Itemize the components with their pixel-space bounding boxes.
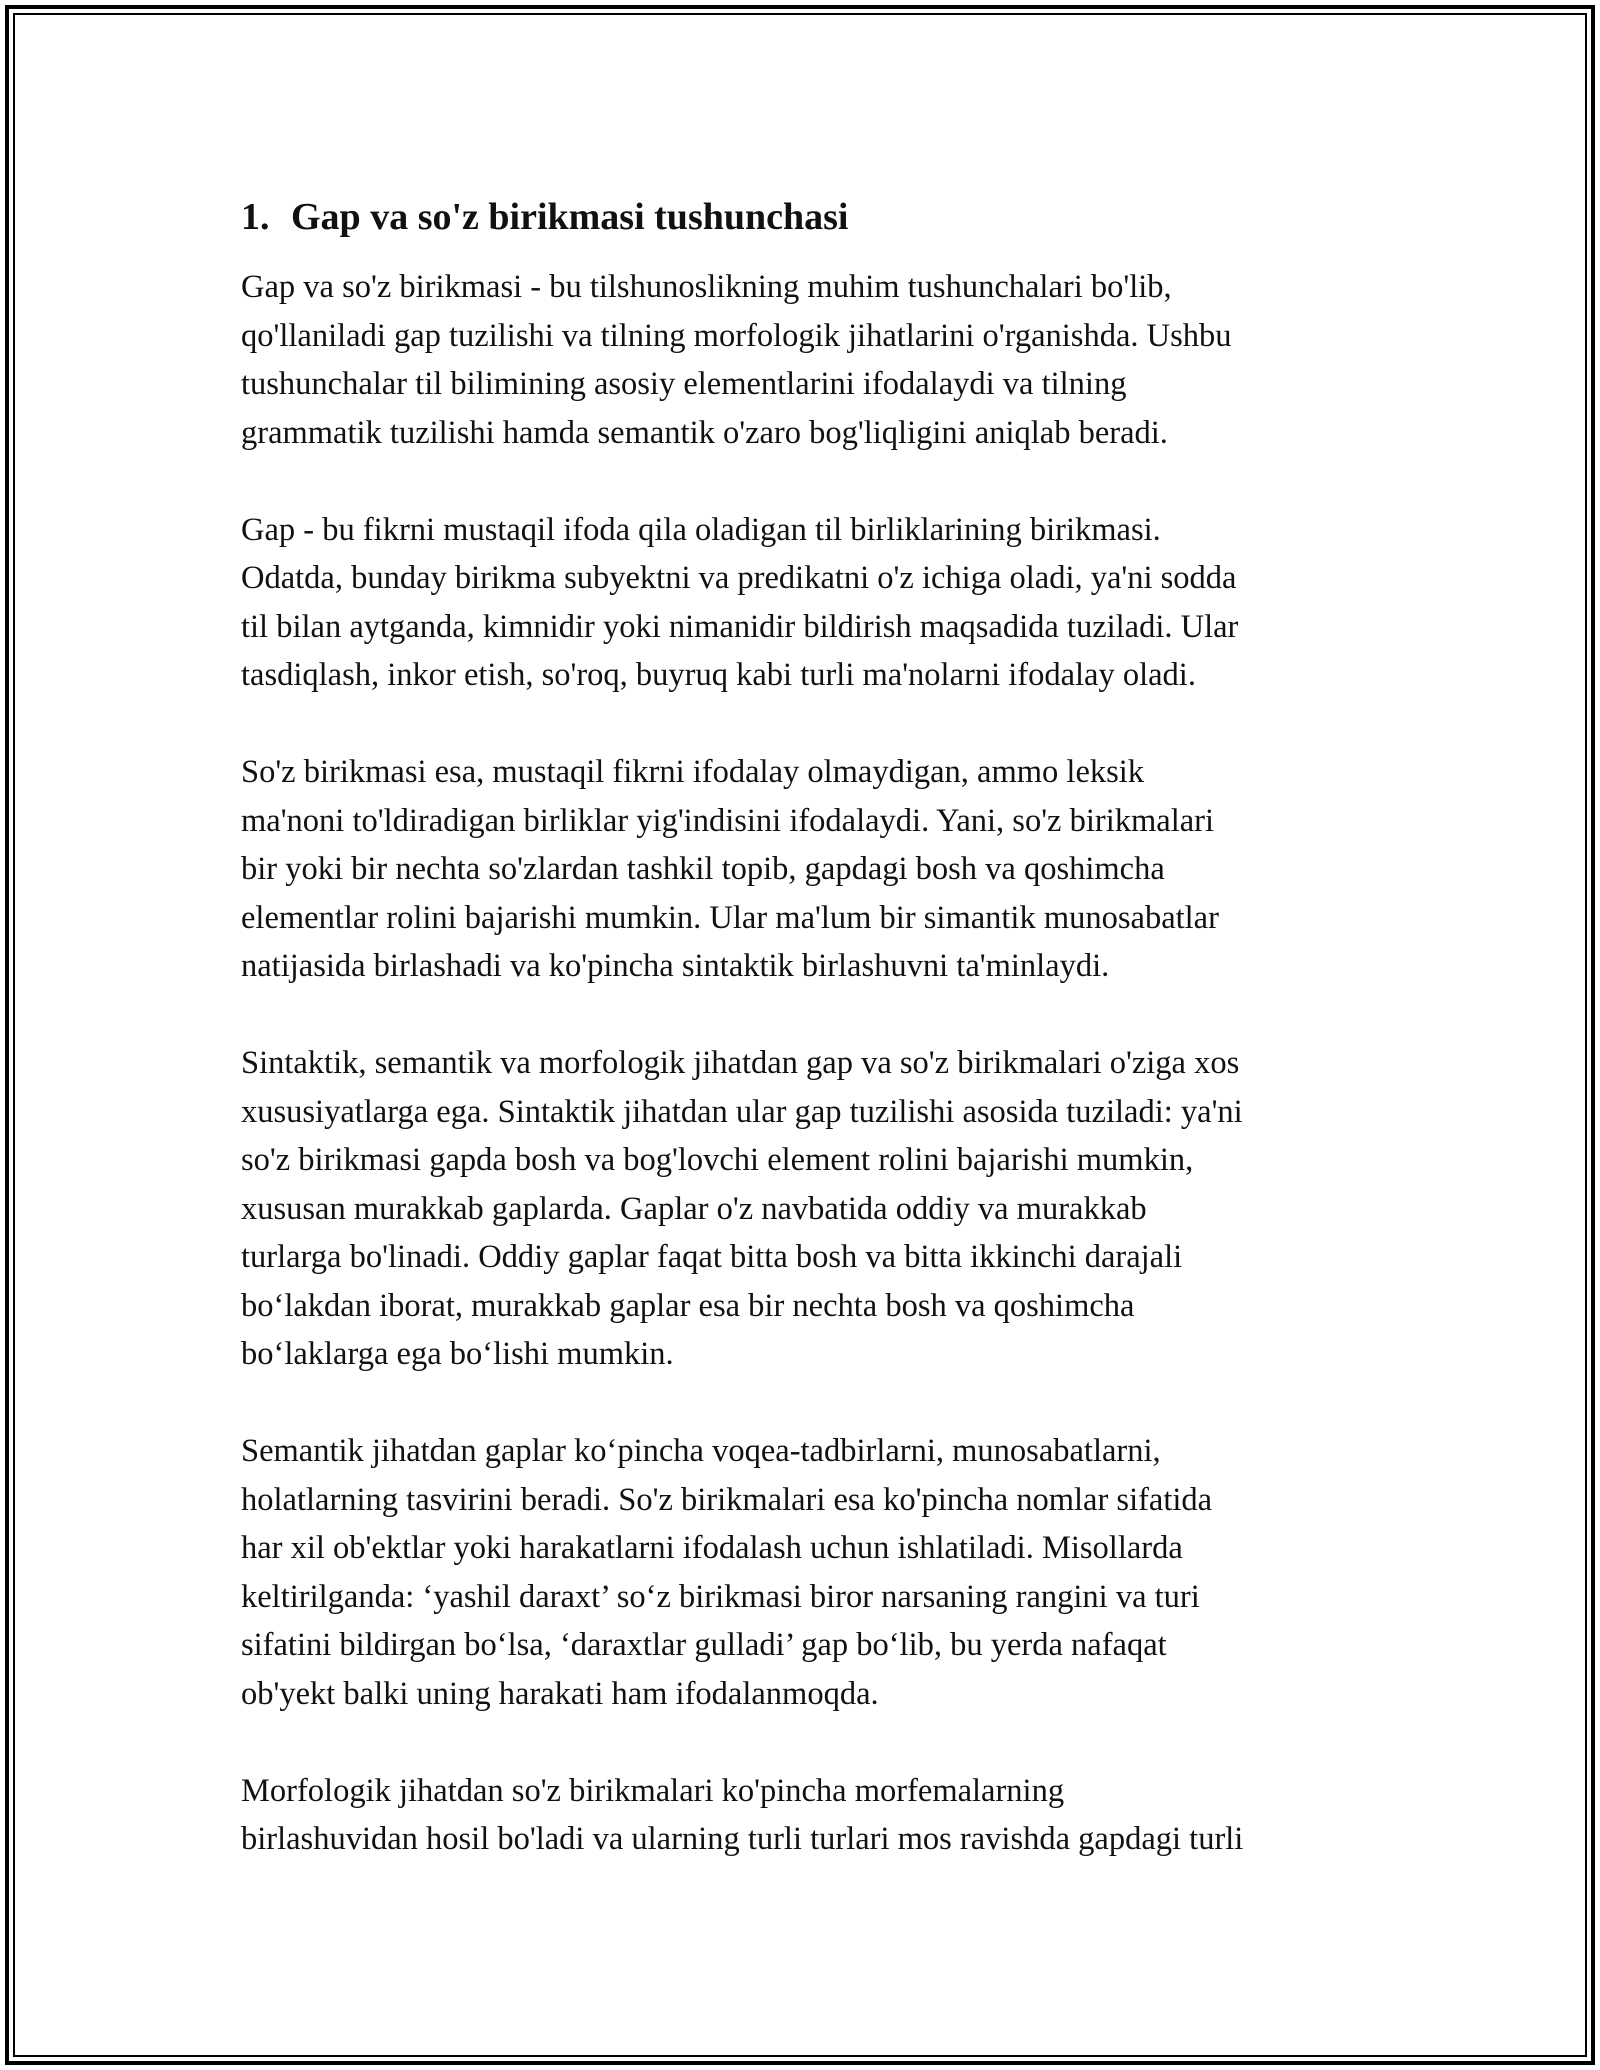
text-line: elementlar rolini bajarishi mumkin. Ular ma'lum bir simantik munosabatlar (241, 899, 1219, 936)
paragraph-2 (241, 506, 1391, 700)
text-line: Sintaktik, semantik va morfologik jihatdan gap va so'z birikmalari o'ziga xos (241, 1045, 1240, 1081)
section-title: Gap va so'z birikmasi tushunchasi (291, 196, 849, 238)
text-line: har xil ob'ektlar yoki harakatlarni ifodalash uchun ishlatiladi. Misollarda (241, 1530, 1183, 1566)
page-frame-inner-border (13, 13, 1587, 2057)
text-line: bir yoki bir nechta so'zlardan tashkil topib, gapdagi bosh va qoshimcha (241, 851, 1165, 887)
text-line: keltirilganda: ‘yashil daraxt’ so‘z birikmasi biror narsaning rangini va turi (241, 1578, 1200, 1615)
text-line: So'z birikmasi esa, mustaqil fikrni ifodalay olmaydigan, ammo leksik (241, 754, 1145, 790)
text-line: Odatda, bunday birikma subyektni va predikatni o'z ichiga oladi, ya'ni sodda (241, 560, 1237, 596)
text-line: qo'llaniladi gap tuzilishi va tilning morfologik jihatlarini o'rganishda. Ushbu (241, 317, 1232, 354)
section-heading (241, 193, 1391, 241)
paragraph-5 (241, 1427, 1391, 1718)
text-line: holatlarning tasvirini beradi. So'z birikmalari esa ko'pincha nomlar sifatida (241, 1481, 1213, 1518)
text-line: xususiyatlarga ega. Sintaktik jihatdan ular gap tuzilishi asosida tuziladi: ya'ni (241, 1093, 1243, 1130)
text-line: ma'noni to'ldiradigan birliklar yig'indisini ifodalaydi. Yani, so'z birikmalari (241, 802, 1215, 839)
text-line: tushunchalar til bilimining asosiy elementlarini ifodalaydi va tilning (241, 366, 1127, 402)
text-line: Morfologik jihatdan so'z birikmalari ko'pincha morfemalarning (241, 1772, 1065, 1809)
page-frame (5, 5, 1595, 2065)
document-body (241, 193, 1391, 1912)
text-line: turlarga bo'linadi. Oddiy gaplar faqat bitta bosh va bitta ikkinchi darajali (241, 1239, 1183, 1275)
text-line: sifatini bildirgan bo‘lsa, ‘daraxtlar gulladi’ gap bo‘lib, bu yerda nafaqat (241, 1627, 1167, 1663)
text-line: so'z birikmasi gapda bosh va bog'lovchi element rolini bajarishi mumkin, (241, 1142, 1194, 1178)
text-line: ob'yekt balki uning harakati ham ifodalanmoqda. (241, 1675, 879, 1712)
text-line: Semantik jihatdan gaplar ko‘pincha voqea-tadbirlarni, munosabatlarni, (241, 1433, 1161, 1469)
text-line: bo‘lakdan iborat, murakkab gaplar esa bir nechta bosh va qoshimcha (241, 1287, 1135, 1324)
text-line: natijasida birlashadi va ko'pincha sintaktik birlashuvni ta'minlaydi. (241, 948, 1110, 984)
text-line: birlashuvidan hosil bo'ladi va ularning turli turlari mos ravishda gapdagi turli (241, 1821, 1244, 1857)
text-line: bo‘laklarga ega bo‘lishi mumkin. (241, 1336, 674, 1372)
paragraph-1 (241, 263, 1391, 457)
paragraph-4 (241, 1039, 1391, 1379)
text-line: grammatik tuzilishi hamda semantik o'zaro bog'liqligini aniqlab beradi. (241, 414, 1168, 451)
text-line: til bilan aytganda, kimnidir yoki nimanidir bildirish maqsadida tuziladi. Ular (241, 608, 1239, 645)
paragraph-3 (241, 748, 1391, 991)
text-line: xususan murakkab gaplarda. Gaplar o'z navbatida oddiy va murakkab (241, 1190, 1147, 1227)
section-number: 1. (241, 196, 270, 238)
paragraph-6 (241, 1767, 1391, 1864)
text-line: Gap va so'z birikmasi - bu tilshunoslikning muhim tushunchalari bo'lib, (241, 269, 1172, 305)
text-line: Gap - bu fikrni mustaqil ifoda qila oladigan til birliklarining birikmasi. (241, 511, 1161, 548)
text-line: tasdiqlash, inkor etish, so'roq, buyruq kabi turli ma'nolarni ifodalay oladi. (241, 657, 1196, 693)
